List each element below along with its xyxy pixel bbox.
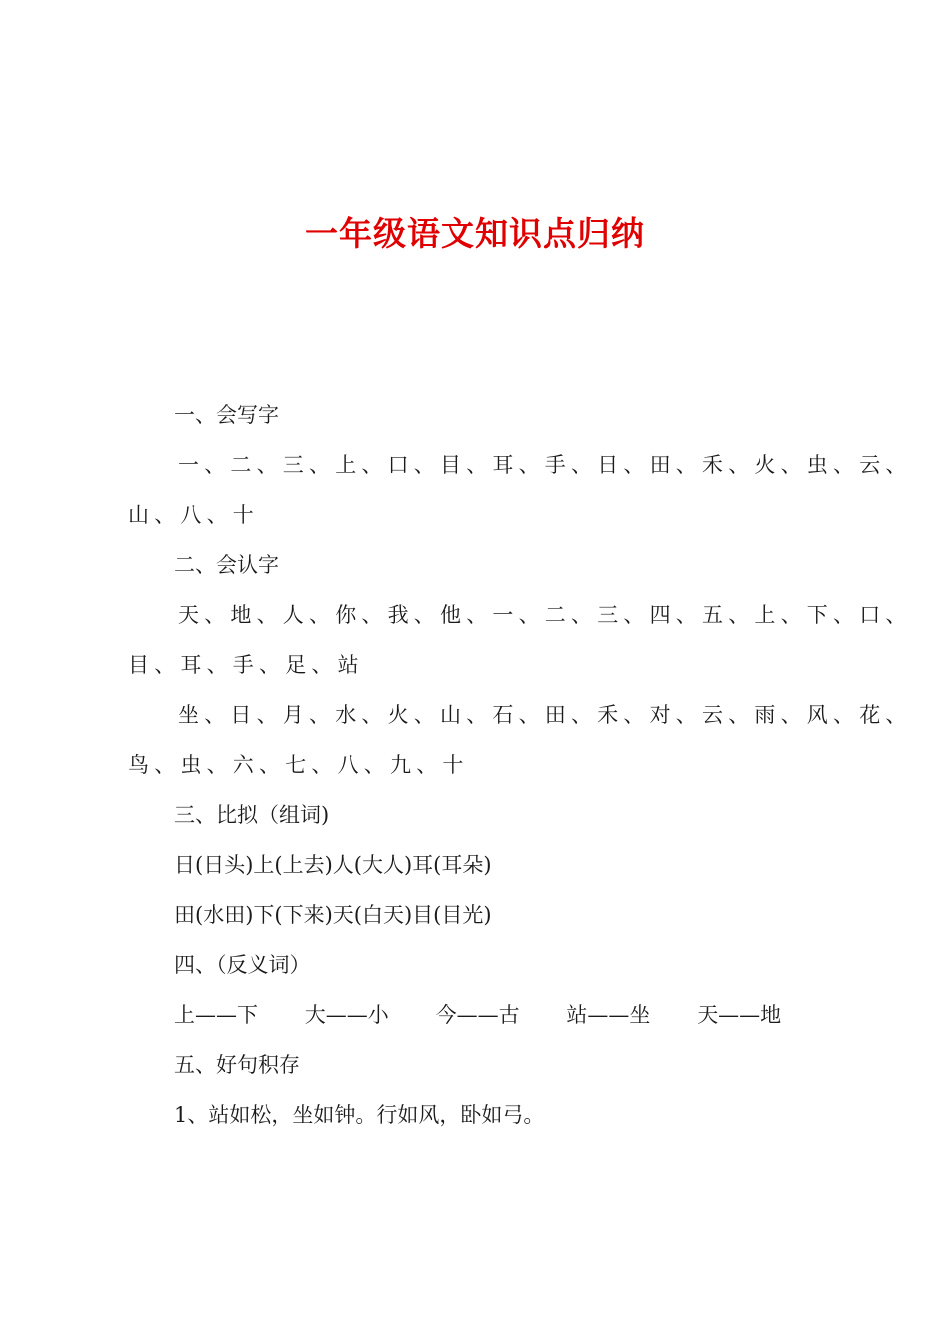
antonym-pairs [128,990,828,1040]
section-heading-antonyms: 四、（反义词） [174,953,311,977]
recognize-chars-line-3: 坐、日、月、水、火、山、石、田、禾、对、云、雨、风、花、 [178,703,912,727]
antonym-pair: 上——下 [174,1003,258,1027]
compare-words-line-1: 日(日头)上(上去)人(大人)耳(耳朵) [174,853,492,877]
page-title: 一年级语文知识点归纳 [305,214,645,253]
antonym-pair: 站——坐 [566,1003,651,1027]
section-heading-sentences: 五、好句积存 [174,1053,300,1077]
recognize-chars-line-2: 目、耳、手、足、站 [128,653,364,677]
section-heading-write: 一、会写字 [174,403,279,427]
compare-words-line-2: 田(水田)下(下来)天(白天)目(目光) [174,903,492,927]
recognize-chars-line-4: 鸟、虫、六、七、八、九、十 [128,753,469,777]
write-chars-line-2: 山、八、十 [128,503,259,527]
antonym-pair: 大——小 [304,1003,389,1027]
section-heading-recognize: 二、会认字 [174,553,279,577]
sentence-line-1: 1、站如松，坐如钟。行如风，卧如弓。 [174,1103,545,1127]
recognize-chars-line-1: 天、地、人、你、我、他、一、二、三、四、五、上、下、口、 [178,603,912,627]
document-body [128,390,912,1140]
antonym-pair: 天——地 [697,1003,782,1027]
section-heading-compare: 三、比拟（组词) [174,803,330,827]
write-chars-line-1: 一、二、三、上、口、目、耳、手、日、田、禾、火、虫、云、 [178,453,912,477]
antonym-pair: 今——古 [435,1003,520,1027]
